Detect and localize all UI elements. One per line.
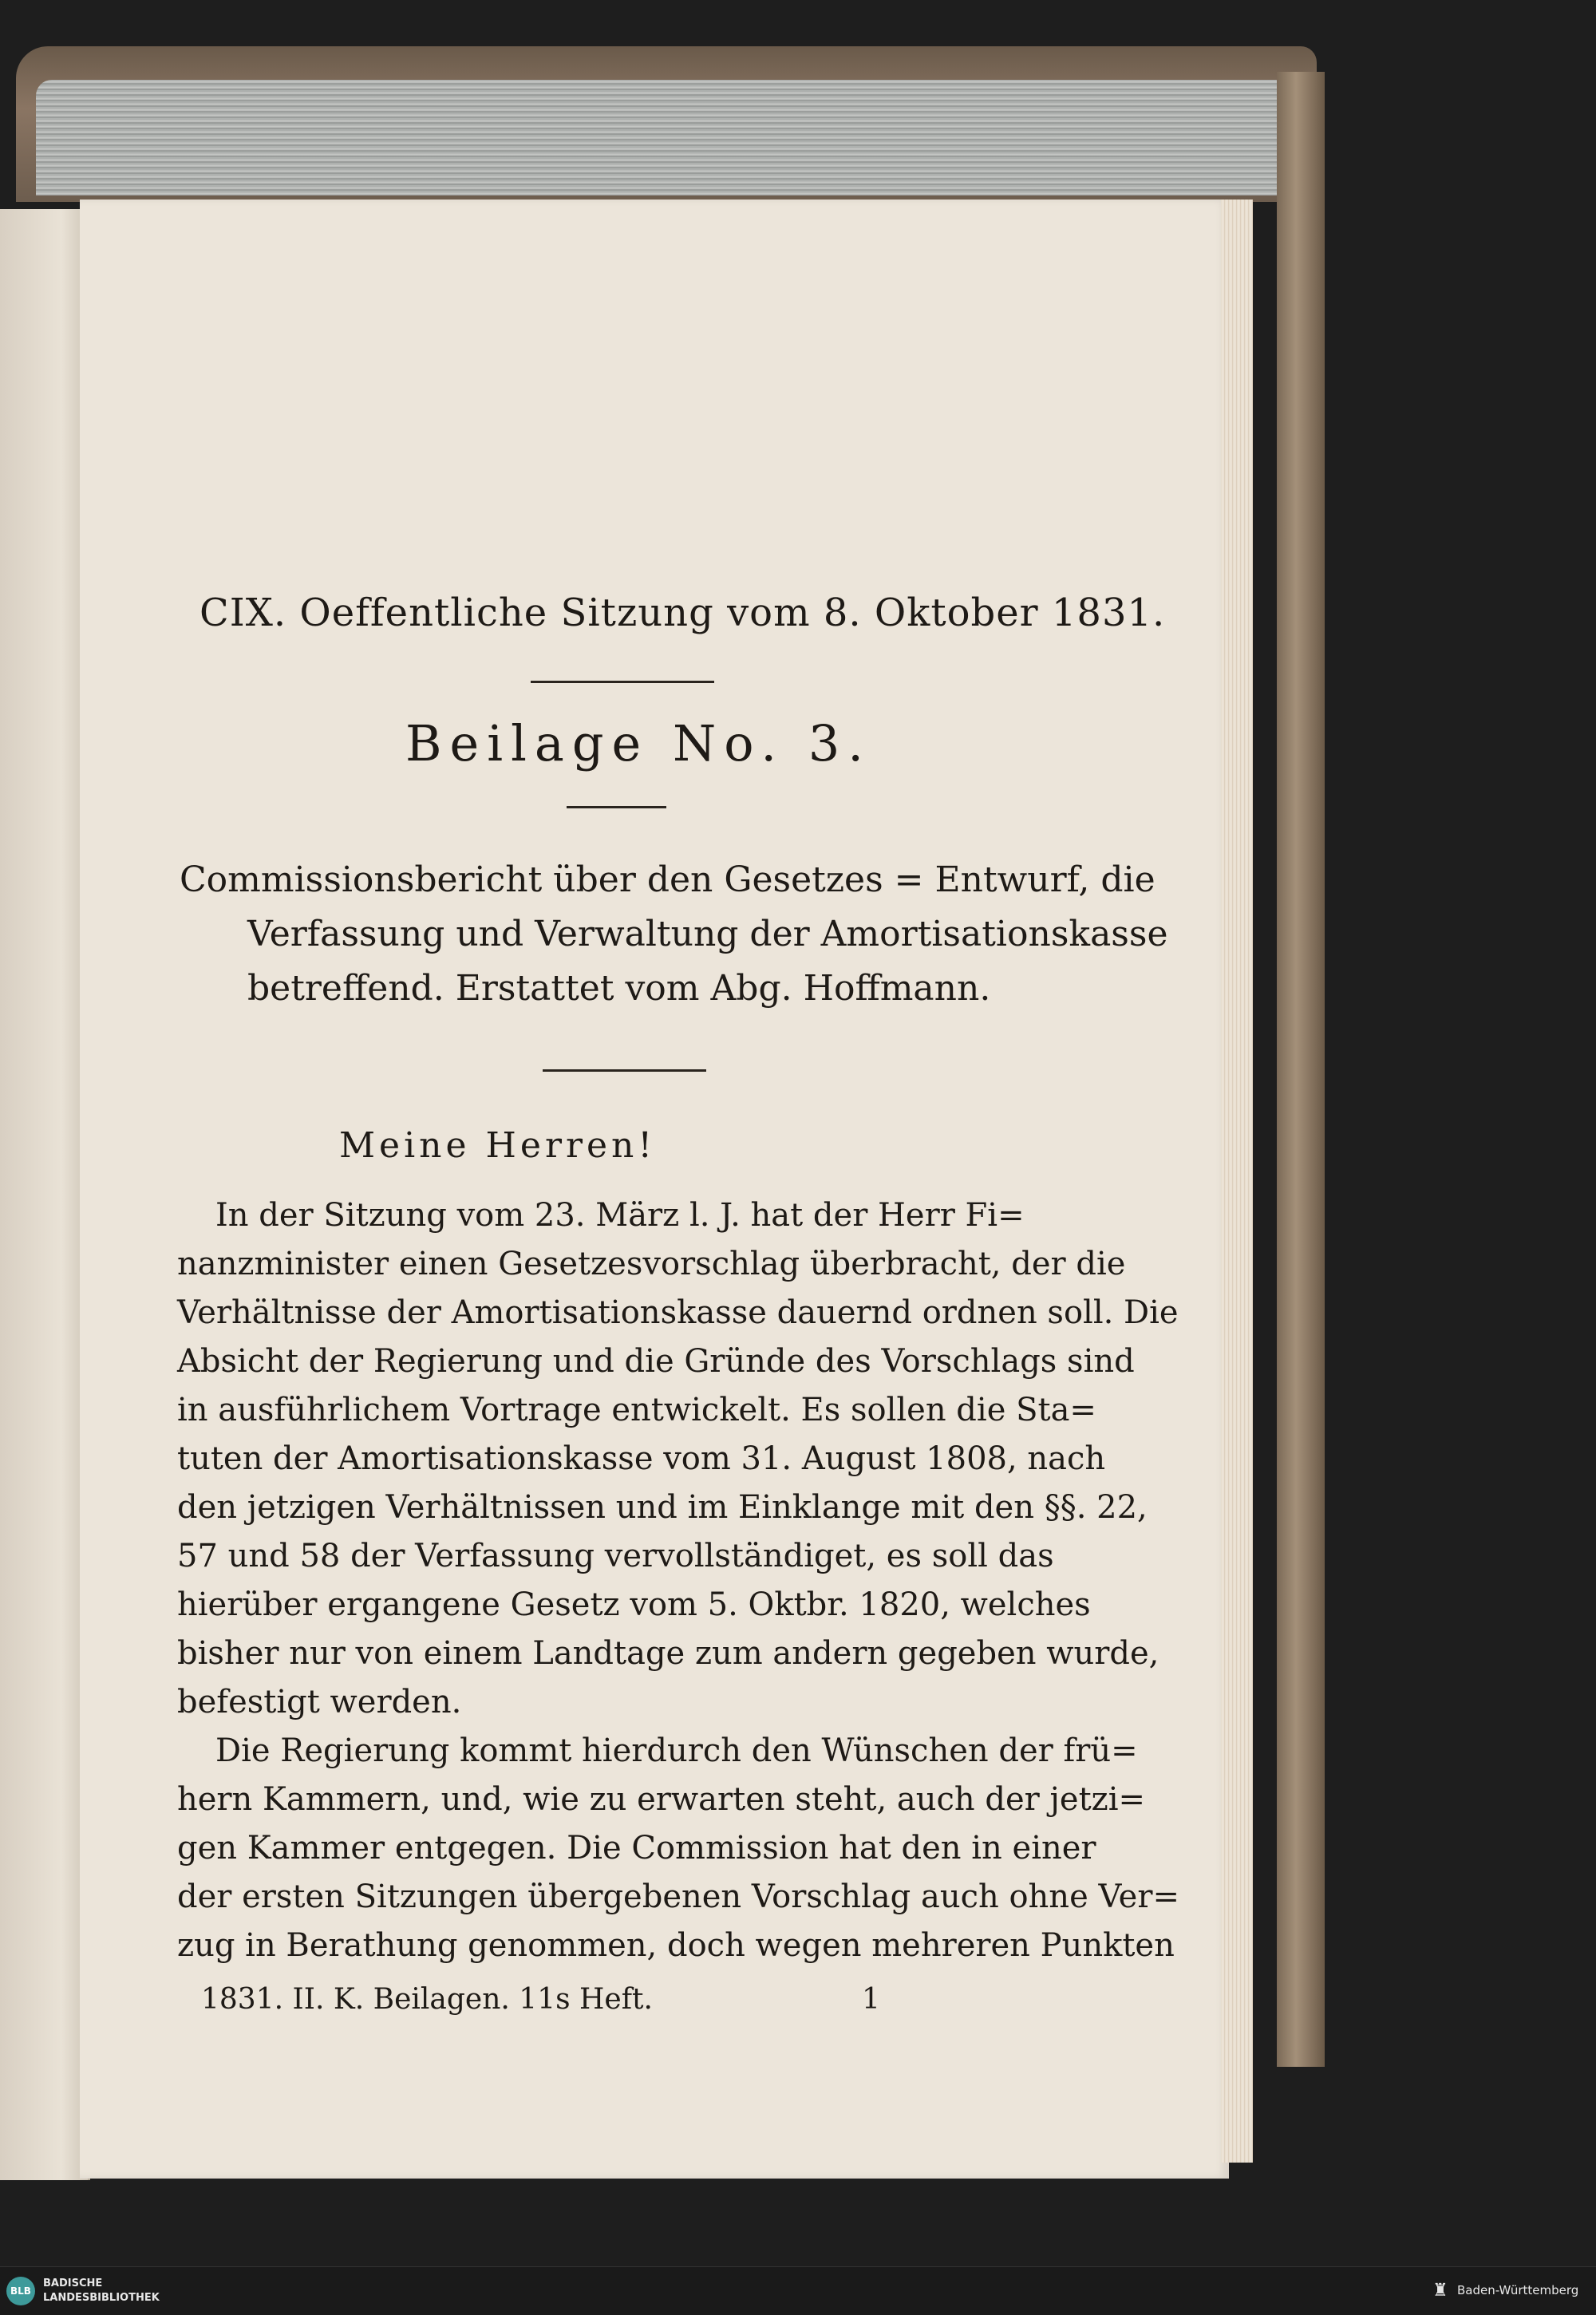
subtitle-line: betreffend. Erstattet vom Abg. Hoffmann. (247, 968, 991, 1009)
subtitle-rule (543, 1069, 706, 1072)
session-heading: CIX. Oeffentliche Sitzung vom 8. Oktober 1831. (200, 591, 1166, 635)
body-line: bisher nur von einem Landtage zum andern gegeben wurde, (177, 1635, 1159, 1672)
body-line: zug in Berathung genommen, doch wegen mehreren Punkten (177, 1927, 1175, 1964)
body-line: Absicht der Regierung und die Gründe des Vorschlags sind (177, 1343, 1135, 1380)
supplement-title: Beilage No. 3. (405, 714, 872, 772)
body-line: den jetzigen Verhältnissen und im Einklange mit den §§. 22, (177, 1489, 1148, 1526)
body-line: Verhältnisse der Amortisationskasse dauernd ordnen soll. Die (177, 1294, 1179, 1331)
body-line: Die Regierung kommt hierdurch den Wünschen der frü= (215, 1732, 1138, 1769)
library-logo[interactable]: BLB (6, 2277, 35, 2305)
page-number: 1 (862, 1983, 880, 2016)
subtitle-line: Verfassung und Verwaltung der Amortisationskasse (247, 914, 1168, 954)
body-line: gen Kammer entgegen. Die Commission hat den in einer (177, 1830, 1096, 1867)
body-line: der ersten Sitzungen übergebenen Vorschlag auch ohne Ver= (177, 1878, 1179, 1915)
supplement-rule (567, 806, 666, 808)
body-line: tuten der Amortisationskasse vom 31. August 1808, nach (177, 1440, 1106, 1477)
viewer-footer-bar (0, 2266, 1596, 2315)
body-line: hern Kammern, und, wie zu erwarten steht, auch der jetzi= (177, 1781, 1146, 1818)
body-line: hierüber ergangene Gesetz vom 5. Oktbr. 1820, welches (177, 1586, 1091, 1623)
heading-rule (531, 681, 714, 683)
body-line: In der Sitzung vom 23. März l. J. hat der Herr Fi= (215, 1197, 1025, 1234)
library-name[interactable]: BADISCHE LANDESBIBLIOTHEK (43, 2277, 160, 2304)
body-line: 57 und 58 der Verfassung vervollständiget, es soll das (177, 1538, 1054, 1574)
body-line: befestigt werden. (177, 1684, 462, 1720)
subtitle-line: Commissionsbericht über den Gesetzes = Entwurf, die (180, 859, 1156, 900)
body-line: nanzminister einen Gesetzesvorschlag überbracht, der die (177, 1246, 1126, 1282)
body-line: in ausführlichem Vortrage entwickelt. Es sollen die Sta= (177, 1392, 1096, 1428)
signature-mark: 1831. II. K. Beilagen. 11s Heft. (201, 1983, 653, 2016)
state-name[interactable]: Baden-Württemberg (1457, 2283, 1579, 2297)
coat-of-arms-icon: ♜ (1432, 2281, 1448, 2301)
salutation: Meine Herren! (339, 1125, 657, 1166)
